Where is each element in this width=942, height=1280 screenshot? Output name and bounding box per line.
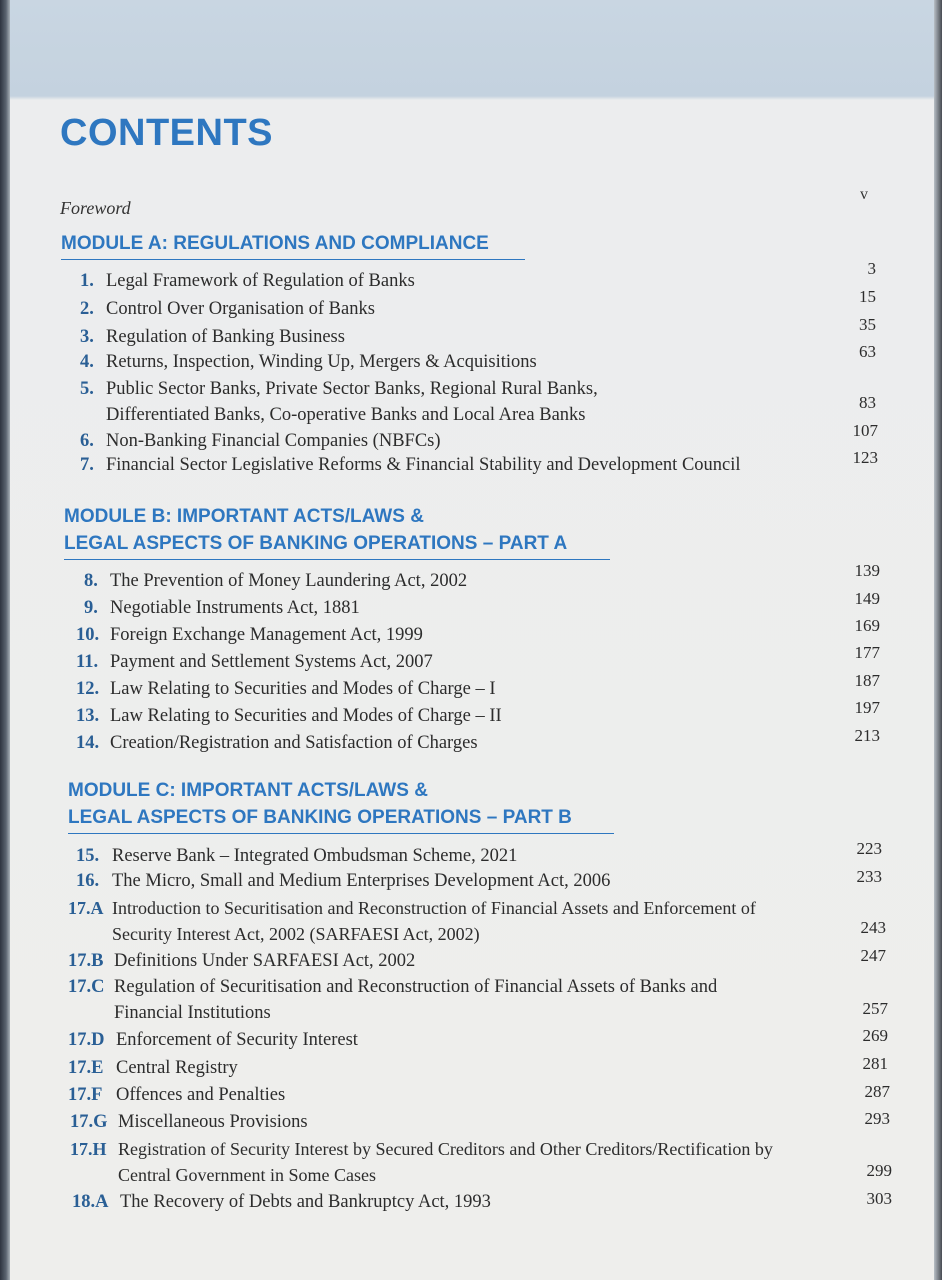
entry-page: 213 — [854, 726, 880, 745]
entry-page: 269 — [862, 1026, 888, 1045]
entry-number: 9. — [84, 598, 98, 618]
entry-title: Negotiable Instruments Act, 1881 — [110, 598, 360, 618]
page-binding-edge — [0, 0, 10, 1280]
entry-title: Law Relating to Securities and Modes of Charge – I — [110, 679, 496, 699]
entry-title: Non-Banking Financial Companies (NBFCs) — [106, 431, 441, 451]
entry-page: 243 — [860, 918, 886, 937]
entry-page: 177 — [854, 643, 880, 662]
module-c-heading — [68, 777, 614, 834]
entry-page: 223 — [856, 839, 882, 858]
module-b-title-line1: MODULE B: IMPORTANT ACTS/LAWS & — [64, 506, 424, 527]
entry-title: Offences and Penalties — [116, 1085, 286, 1105]
module-c-title-line2: LEGAL ASPECTS OF BANKING OPERATIONS – PART B — [68, 807, 572, 828]
toc-entry-16[interactable] — [76, 868, 610, 894]
entry-number: 12. — [76, 679, 100, 699]
module-a-title: MODULE A: REGULATIONS AND COMPLIANCE — [61, 233, 489, 254]
entry-title: Returns, Inspection, Winding Up, Mergers & Acquisitions — [106, 352, 537, 372]
module-a-heading — [61, 230, 525, 260]
toc-entry-17b[interactable] — [68, 948, 415, 974]
entry-number: 18.A — [72, 1192, 109, 1212]
toc-entry-17d[interactable] — [68, 1027, 358, 1053]
toc-entry-11[interactable] — [76, 649, 433, 675]
module-b-title-line2: LEGAL ASPECTS OF BANKING OPERATIONS – PART A — [64, 533, 568, 554]
toc-entry-17g[interactable] — [70, 1109, 308, 1135]
entry-number: 17.E — [68, 1058, 104, 1078]
entry-title: Law Relating to Securities and Modes of Charge – II — [110, 706, 502, 726]
entry-title: Definitions Under SARFAESI Act, 2002 — [114, 951, 416, 971]
entry-page: 299 — [866, 1161, 892, 1180]
entry-number: 8. — [84, 571, 98, 591]
toc-entry-6[interactable] — [80, 428, 441, 454]
entry-number: 5. — [80, 379, 94, 399]
entry-page: 63 — [859, 342, 876, 361]
entry-title: Control Over Organisation of Banks — [106, 299, 375, 319]
entry-title: Legal Framework of Regulation of Banks — [106, 271, 415, 291]
toc-entry-17c[interactable] — [68, 974, 717, 1026]
entry-title: Registration of Security Interest by Secured Creditors and Other Creditors/Rectification by — [118, 1139, 773, 1159]
entry-title: Public Sector Banks, Private Sector Banks, Regional Rural Banks, — [106, 379, 598, 399]
entry-title: The Prevention of Money Laundering Act, 2002 — [110, 571, 468, 591]
toc-entry-8[interactable] — [84, 568, 467, 594]
entry-page: 107 — [852, 421, 878, 440]
entry-number: 6. — [80, 431, 94, 451]
entry-page: 15 — [859, 287, 876, 306]
entry-number: 4. — [80, 352, 94, 372]
entry-number: 17.F — [68, 1085, 103, 1105]
entry-page: 169 — [854, 616, 880, 635]
toc-entry-2[interactable] — [80, 296, 375, 322]
entry-page: 149 — [854, 589, 880, 608]
toc-entry-7[interactable] — [80, 452, 741, 478]
entry-number: 7. — [80, 455, 94, 475]
entry-page: 293 — [864, 1109, 890, 1128]
entry-number: 14. — [76, 733, 100, 753]
entry-page: 233 — [856, 867, 882, 886]
entry-number: 17.B — [68, 951, 104, 971]
entry-title: Creation/Registration and Satisfaction of Charges — [110, 733, 478, 753]
entry-title: Regulation of Banking Business — [106, 327, 345, 347]
toc-entry-15[interactable] — [76, 843, 517, 869]
entry-number: 1. — [80, 271, 94, 291]
entry-page: 35 — [859, 315, 876, 334]
entry-title-continued: Differentiated Banks, Co-operative Banks and Local Area Banks — [106, 405, 586, 425]
entry-number: 17.H — [70, 1139, 107, 1159]
module-a-rule — [61, 259, 525, 260]
entry-title: Regulation of Securitisation and Reconstruction of Financial Assets of Banks and — [114, 977, 718, 997]
entry-page: 197 — [854, 698, 880, 717]
module-b-heading — [64, 503, 610, 560]
module-c-title-line1: MODULE C: IMPORTANT ACTS/LAWS & — [68, 780, 428, 801]
entry-number: 13. — [76, 706, 100, 726]
toc-entry-9[interactable] — [84, 595, 360, 621]
page-right-edge — [934, 0, 942, 1280]
toc-entry-12[interactable] — [76, 676, 496, 702]
toc-entry-17a[interactable] — [68, 895, 756, 947]
entry-title-continued: Security Interest Act, 2002 (SARFAESI Act, 2002) — [112, 924, 480, 944]
entry-number: 10. — [76, 625, 100, 645]
toc-entry-10[interactable] — [76, 622, 423, 648]
entry-title-continued: Financial Institutions — [114, 1003, 271, 1023]
entry-page: 83 — [859, 393, 876, 412]
toc-entry-17e[interactable] — [68, 1055, 238, 1081]
toc-entry-3[interactable] — [80, 324, 345, 350]
contents-heading: CONTENTS — [60, 112, 273, 154]
entry-page: 257 — [862, 999, 888, 1018]
entry-page: 247 — [860, 946, 886, 965]
entry-title-continued: Central Government in Some Cases — [118, 1165, 376, 1185]
toc-entry-17h[interactable] — [70, 1136, 773, 1188]
toc-entry-14[interactable] — [76, 730, 478, 756]
entry-title: Financial Sector Legislative Reforms & Financial Stability and Development Council — [106, 455, 741, 475]
entry-number: 17.C — [68, 977, 105, 997]
entry-title: The Micro, Small and Medium Enterprises Development Act, 2006 — [112, 871, 611, 891]
entry-title: Reserve Bank – Integrated Ombudsman Scheme, 2021 — [112, 846, 518, 866]
entry-title: Foreign Exchange Management Act, 1999 — [110, 625, 423, 645]
entry-number: 15. — [76, 846, 100, 866]
entry-number: 17.G — [70, 1112, 108, 1132]
toc-entry-5[interactable] — [80, 376, 598, 428]
module-b-rule — [64, 559, 610, 560]
entry-title: Introduction to Securitisation and Reconstruction of Financial Assets and Enforcement of — [112, 898, 756, 918]
entry-title: Miscellaneous Provisions — [118, 1112, 308, 1132]
entry-title: Enforcement of Security Interest — [116, 1030, 358, 1050]
entry-number: 11. — [76, 652, 99, 672]
entry-number: 2. — [80, 299, 94, 319]
foreword-page: v — [860, 186, 868, 203]
module-c-rule — [68, 833, 614, 834]
entry-page: 3 — [867, 259, 876, 278]
toc-entry-13[interactable] — [76, 703, 502, 729]
entry-page: 303 — [866, 1189, 892, 1208]
entry-page: 187 — [854, 671, 880, 690]
entry-number: 16. — [76, 871, 100, 891]
entry-number: 17.D — [68, 1030, 105, 1050]
entry-number: 17.A — [68, 898, 104, 918]
entry-page: 287 — [864, 1082, 890, 1101]
entry-page: 139 — [854, 561, 880, 580]
entry-page: 123 — [852, 448, 878, 467]
entry-title: The Recovery of Debts and Bankruptcy Act, 1993 — [120, 1192, 491, 1212]
toc-entry-17f[interactable] — [68, 1082, 285, 1108]
toc-entry-1[interactable] — [80, 268, 415, 294]
entry-number: 3. — [80, 327, 94, 347]
toc-entry-4[interactable] — [80, 349, 537, 375]
entry-title: Central Registry — [116, 1058, 238, 1078]
foreword-label: Foreword — [60, 198, 131, 218]
toc-entry-18a[interactable] — [72, 1189, 491, 1215]
entry-title: Payment and Settlement Systems Act, 2007 — [110, 652, 433, 672]
entry-page: 281 — [862, 1054, 888, 1073]
